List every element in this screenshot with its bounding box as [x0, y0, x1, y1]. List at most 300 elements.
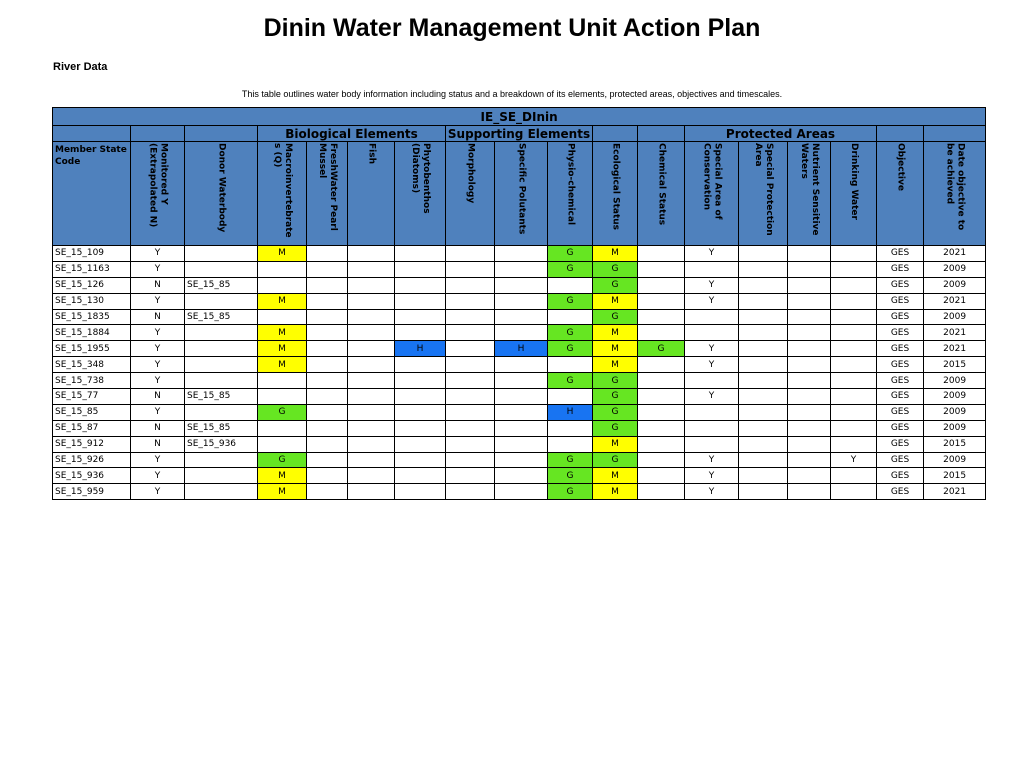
- cell-morphology: [446, 341, 495, 357]
- cell-ecological-status: M: [593, 341, 638, 357]
- cell-drinking-water: [831, 325, 877, 341]
- cell-pearl-mussel: [307, 452, 348, 468]
- cell-chemical-status: G: [638, 341, 685, 357]
- cell-pearl-mussel: [307, 277, 348, 293]
- cell-drinking-water: [831, 309, 877, 325]
- cell-specific-pollutants: [495, 404, 548, 420]
- cell-specific-pollutants: [495, 452, 548, 468]
- cell-monitored: N: [131, 277, 185, 293]
- cell-monitored: Y: [131, 404, 185, 420]
- cell-objective: GES: [877, 277, 924, 293]
- cell-chemical-status: [638, 373, 685, 389]
- cell-nutrient-sensitive-waters: [788, 420, 831, 436]
- cell-phytobenthos: [395, 484, 446, 500]
- cell-date-objective: 2009: [924, 452, 986, 468]
- cell-special-area-conservation: [685, 436, 739, 452]
- col-header-specific-pollutants: [495, 142, 548, 246]
- cell-fish: [348, 277, 395, 293]
- cell-physio-chemical: [548, 357, 593, 373]
- cell-monitored: Y: [131, 484, 185, 500]
- cell-chemical-status: [638, 404, 685, 420]
- cell-objective: GES: [877, 293, 924, 309]
- cell-phytobenthos: [395, 404, 446, 420]
- cell-objective: GES: [877, 436, 924, 452]
- cell-pearl-mussel: [307, 261, 348, 277]
- cell-macroinvertebrates: M: [258, 468, 307, 484]
- cell-fish: [348, 468, 395, 484]
- col-header-label: Fish: [366, 143, 377, 164]
- cell-member-state-code: SE_15_85: [53, 404, 131, 420]
- cell-objective: GES: [877, 452, 924, 468]
- cell-nutrient-sensitive-waters: [788, 404, 831, 420]
- cell-special-area-conservation: Y: [685, 246, 739, 262]
- cell-special-area-conservation: Y: [685, 277, 739, 293]
- cell-special-protection-area: [739, 452, 788, 468]
- cell-nutrient-sensitive-waters: [788, 436, 831, 452]
- cell-macroinvertebrates: [258, 373, 307, 389]
- cell-drinking-water: [831, 484, 877, 500]
- cell-special-area-conservation: [685, 373, 739, 389]
- col-header-label: Objective: [895, 143, 906, 191]
- cell-drinking-water: [831, 468, 877, 484]
- col-header-label: Drinking Water: [849, 143, 859, 220]
- cell-objective: GES: [877, 261, 924, 277]
- cell-macroinvertebrates: [258, 309, 307, 325]
- cell-physio-chemical: G: [548, 484, 593, 500]
- cell-physio-chemical: [548, 309, 593, 325]
- cell-ecological-status: G: [593, 277, 638, 293]
- cell-morphology: [446, 436, 495, 452]
- table-row: [53, 293, 986, 309]
- cell-fish: [348, 293, 395, 309]
- cell-drinking-water: [831, 373, 877, 389]
- cell-member-state-code: SE_15_1884: [53, 325, 131, 341]
- cell-morphology: [446, 468, 495, 484]
- cell-phytobenthos: [395, 436, 446, 452]
- cell-specific-pollutants: [495, 277, 548, 293]
- cell-member-state-code: SE_15_936: [53, 468, 131, 484]
- cell-macroinvertebrates: [258, 436, 307, 452]
- cell-date-objective: 2021: [924, 293, 986, 309]
- cell-macroinvertebrates: M: [258, 293, 307, 309]
- table-row: [53, 277, 986, 293]
- cell-physio-chemical: [548, 420, 593, 436]
- cell-objective: GES: [877, 420, 924, 436]
- cell-monitored: Y: [131, 261, 185, 277]
- cell-pearl-mussel: [307, 246, 348, 262]
- cell-drinking-water: [831, 436, 877, 452]
- cell-fish: [348, 341, 395, 357]
- cell-drinking-water: [831, 293, 877, 309]
- cell-drinking-water: [831, 277, 877, 293]
- cell-special-area-conservation: [685, 404, 739, 420]
- table-row: [53, 404, 986, 420]
- cell-donor-waterbody: [185, 293, 258, 309]
- cell-specific-pollutants: [495, 468, 548, 484]
- table-row: [53, 436, 986, 452]
- protected-areas-header: Protected Areas: [685, 126, 877, 142]
- blank-group-cell: [638, 126, 685, 142]
- cell-special-area-conservation: Y: [685, 484, 739, 500]
- cell-member-state-code: SE_15_926: [53, 452, 131, 468]
- cell-specific-pollutants: [495, 389, 548, 405]
- cell-special-protection-area: [739, 420, 788, 436]
- cell-chemical-status: [638, 484, 685, 500]
- cell-objective: GES: [877, 309, 924, 325]
- col-header-label: Macroinvertebrate s (Q): [272, 143, 293, 238]
- cell-donor-waterbody: [185, 341, 258, 357]
- col-header-label: Special Protection Area: [753, 143, 774, 236]
- cell-objective: GES: [877, 468, 924, 484]
- cell-special-protection-area: [739, 309, 788, 325]
- cell-special-protection-area: [739, 341, 788, 357]
- cell-special-protection-area: [739, 357, 788, 373]
- cell-objective: GES: [877, 325, 924, 341]
- cell-nutrient-sensitive-waters: [788, 261, 831, 277]
- table-body: [53, 246, 986, 500]
- blank-group-cell: [593, 126, 638, 142]
- cell-special-protection-area: [739, 404, 788, 420]
- cell-date-objective: 2009: [924, 277, 986, 293]
- cell-donor-waterbody: SE_15_936: [185, 436, 258, 452]
- cell-macroinvertebrates: M: [258, 341, 307, 357]
- cell-drinking-water: [831, 261, 877, 277]
- cell-special-area-conservation: [685, 309, 739, 325]
- cell-physio-chemical: [548, 277, 593, 293]
- cell-morphology: [446, 404, 495, 420]
- cell-ecological-status: M: [593, 357, 638, 373]
- cell-date-objective: 2009: [924, 404, 986, 420]
- table-row: [53, 452, 986, 468]
- col-header-label: Phytobenthos (Diatoms): [410, 143, 431, 214]
- col-header-member-state-code: Member State Code: [53, 142, 131, 246]
- cell-macroinvertebrates: [258, 277, 307, 293]
- table-row: [53, 484, 986, 500]
- cell-macroinvertebrates: G: [258, 404, 307, 420]
- cell-specific-pollutants: [495, 373, 548, 389]
- cell-phytobenthos: [395, 325, 446, 341]
- cell-specific-pollutants: [495, 309, 548, 325]
- cell-specific-pollutants: [495, 436, 548, 452]
- cell-special-area-conservation: Y: [685, 389, 739, 405]
- cell-physio-chemical: G: [548, 373, 593, 389]
- cell-phytobenthos: [395, 293, 446, 309]
- col-header-donor-waterbody: [185, 142, 258, 246]
- cell-ecological-status: G: [593, 420, 638, 436]
- cell-date-objective: 2021: [924, 325, 986, 341]
- col-header-label: Morphology: [465, 143, 476, 204]
- cell-monitored: Y: [131, 452, 185, 468]
- col-header-physio-chemical: [548, 142, 593, 246]
- cell-monitored: Y: [131, 293, 185, 309]
- cell-specific-pollutants: H: [495, 341, 548, 357]
- col-header-label: Specific Polutants: [516, 143, 527, 235]
- cell-physio-chemical: G: [548, 325, 593, 341]
- cell-physio-chemical: [548, 389, 593, 405]
- cell-morphology: [446, 277, 495, 293]
- cell-special-area-conservation: Y: [685, 357, 739, 373]
- cell-macroinvertebrates: [258, 420, 307, 436]
- cell-morphology: [446, 389, 495, 405]
- cell-special-protection-area: [739, 325, 788, 341]
- cell-macroinvertebrates: M: [258, 325, 307, 341]
- cell-specific-pollutants: [495, 484, 548, 500]
- cell-special-protection-area: [739, 389, 788, 405]
- cell-specific-pollutants: [495, 246, 548, 262]
- col-header-special-protection-area: [739, 142, 788, 246]
- cell-special-area-conservation: [685, 261, 739, 277]
- cell-fish: [348, 420, 395, 436]
- cell-morphology: [446, 452, 495, 468]
- cell-date-objective: 2009: [924, 261, 986, 277]
- cell-member-state-code: SE_15_77: [53, 389, 131, 405]
- cell-date-objective: 2021: [924, 484, 986, 500]
- cell-phytobenthos: [395, 277, 446, 293]
- cell-special-protection-area: [739, 484, 788, 500]
- cell-special-area-conservation: [685, 420, 739, 436]
- cell-drinking-water: [831, 357, 877, 373]
- cell-fish: [348, 389, 395, 405]
- cell-fish: [348, 261, 395, 277]
- cell-specific-pollutants: [495, 420, 548, 436]
- cell-donor-waterbody: [185, 246, 258, 262]
- cell-member-state-code: SE_15_87: [53, 420, 131, 436]
- cell-monitored: N: [131, 389, 185, 405]
- cell-special-protection-area: [739, 436, 788, 452]
- col-header-fish: [348, 142, 395, 246]
- cell-ecological-status: G: [593, 404, 638, 420]
- table-row: [53, 357, 986, 373]
- cell-macroinvertebrates: G: [258, 452, 307, 468]
- col-header-label: FreshWater Pearl Mussel: [317, 143, 338, 231]
- cell-phytobenthos: [395, 246, 446, 262]
- cell-physio-chemical: G: [548, 341, 593, 357]
- col-header-label: Ecological Status: [610, 143, 621, 231]
- cell-specific-pollutants: [495, 325, 548, 341]
- col-header-label: Special Area of Conservation: [701, 143, 723, 220]
- cell-macroinvertebrates: [258, 261, 307, 277]
- cell-phytobenthos: H: [395, 341, 446, 357]
- cell-ecological-status: M: [593, 484, 638, 500]
- cell-morphology: [446, 357, 495, 373]
- table-row: [53, 246, 986, 262]
- table-row: [53, 468, 986, 484]
- cell-donor-waterbody: [185, 357, 258, 373]
- cell-drinking-water: [831, 404, 877, 420]
- cell-chemical-status: [638, 277, 685, 293]
- cell-specific-pollutants: [495, 293, 548, 309]
- col-header-nutrient-sensitive-waters: [788, 142, 831, 246]
- cell-ecological-status: M: [593, 436, 638, 452]
- col-header-label: Donor Waterbody: [216, 143, 227, 233]
- cell-chemical-status: [638, 452, 685, 468]
- cell-morphology: [446, 484, 495, 500]
- cell-special-area-conservation: [685, 325, 739, 341]
- cell-phytobenthos: [395, 468, 446, 484]
- waterbody-group-header: IE_SE_DInin: [53, 108, 986, 126]
- cell-drinking-water: [831, 246, 877, 262]
- cell-ecological-status: G: [593, 373, 638, 389]
- cell-member-state-code: SE_15_109: [53, 246, 131, 262]
- col-header-phytobenthos: [395, 142, 446, 246]
- cell-member-state-code: SE_15_348: [53, 357, 131, 373]
- table-row: [53, 261, 986, 277]
- cell-specific-pollutants: [495, 357, 548, 373]
- cell-objective: GES: [877, 246, 924, 262]
- col-header-label: Physio-chemical: [565, 143, 576, 226]
- cell-member-state-code: SE_15_738: [53, 373, 131, 389]
- cell-morphology: [446, 293, 495, 309]
- cell-phytobenthos: [395, 309, 446, 325]
- col-header-label: Chemical Status: [656, 143, 667, 226]
- cell-phytobenthos: [395, 389, 446, 405]
- col-header-macroinvertebrates: [258, 142, 307, 246]
- table-row: [53, 389, 986, 405]
- cell-ecological-status: M: [593, 468, 638, 484]
- cell-nutrient-sensitive-waters: [788, 246, 831, 262]
- cell-fish: [348, 325, 395, 341]
- cell-morphology: [446, 261, 495, 277]
- cell-nutrient-sensitive-waters: [788, 277, 831, 293]
- cell-physio-chemical: G: [548, 261, 593, 277]
- cell-pearl-mussel: [307, 420, 348, 436]
- cell-nutrient-sensitive-waters: [788, 484, 831, 500]
- col-header-morphology: [446, 142, 495, 246]
- cell-objective: GES: [877, 341, 924, 357]
- table-row: [53, 341, 986, 357]
- cell-fish: [348, 309, 395, 325]
- cell-drinking-water: [831, 389, 877, 405]
- table-row: [53, 309, 986, 325]
- cell-chemical-status: [638, 246, 685, 262]
- cell-chemical-status: [638, 436, 685, 452]
- cell-date-objective: 2015: [924, 436, 986, 452]
- biological-elements-header: Biological Elements: [258, 126, 446, 142]
- cell-phytobenthos: [395, 452, 446, 468]
- table-description: This table outlines water body information including status and a breakdown of its elements, protected areas, objectives and timescales.: [241, 89, 783, 99]
- cell-chemical-status: [638, 389, 685, 405]
- cell-fish: [348, 404, 395, 420]
- cell-monitored: Y: [131, 373, 185, 389]
- cell-monitored: Y: [131, 341, 185, 357]
- cell-fish: [348, 246, 395, 262]
- cell-monitored: Y: [131, 357, 185, 373]
- cell-nutrient-sensitive-waters: [788, 357, 831, 373]
- blank-group-cell: [53, 126, 131, 142]
- cell-pearl-mussel: [307, 357, 348, 373]
- cell-objective: GES: [877, 373, 924, 389]
- cell-date-objective: 2021: [924, 246, 986, 262]
- col-header-chemical-status: [638, 142, 685, 246]
- cell-donor-waterbody: [185, 452, 258, 468]
- cell-morphology: [446, 309, 495, 325]
- cell-donor-waterbody: SE_15_85: [185, 389, 258, 405]
- cell-nutrient-sensitive-waters: [788, 389, 831, 405]
- cell-macroinvertebrates: M: [258, 484, 307, 500]
- cell-date-objective: 2015: [924, 468, 986, 484]
- table-row: [53, 420, 986, 436]
- cell-pearl-mussel: [307, 389, 348, 405]
- cell-pearl-mussel: [307, 468, 348, 484]
- supporting-elements-header: Supporting Elements: [446, 126, 593, 142]
- col-header-monitored: [131, 142, 185, 246]
- cell-donor-waterbody: [185, 484, 258, 500]
- page-title: Dinin Water Management Unit Action Plan: [263, 14, 761, 42]
- cell-fish: [348, 484, 395, 500]
- cell-pearl-mussel: [307, 373, 348, 389]
- col-header-label: Nutrient Sensitive Waters: [799, 143, 820, 236]
- cell-macroinvertebrates: [258, 389, 307, 405]
- cell-special-protection-area: [739, 293, 788, 309]
- cell-specific-pollutants: [495, 261, 548, 277]
- cell-physio-chemical: G: [548, 452, 593, 468]
- cell-phytobenthos: [395, 261, 446, 277]
- table-row: [53, 373, 986, 389]
- col-header-label: Monitored Y (Extrapolated N): [147, 143, 169, 228]
- cell-special-area-conservation: Y: [685, 341, 739, 357]
- cell-donor-waterbody: [185, 261, 258, 277]
- cell-monitored: Y: [131, 468, 185, 484]
- cell-drinking-water: [831, 341, 877, 357]
- cell-chemical-status: [638, 357, 685, 373]
- cell-macroinvertebrates: M: [258, 357, 307, 373]
- cell-member-state-code: SE_15_1955: [53, 341, 131, 357]
- cell-monitored: Y: [131, 246, 185, 262]
- cell-morphology: [446, 246, 495, 262]
- cell-fish: [348, 373, 395, 389]
- cell-chemical-status: [638, 420, 685, 436]
- cell-donor-waterbody: [185, 325, 258, 341]
- cell-drinking-water: [831, 420, 877, 436]
- cell-phytobenthos: [395, 373, 446, 389]
- cell-date-objective: 2009: [924, 389, 986, 405]
- cell-chemical-status: [638, 309, 685, 325]
- cell-donor-waterbody: [185, 404, 258, 420]
- cell-physio-chemical: G: [548, 293, 593, 309]
- cell-chemical-status: [638, 325, 685, 341]
- cell-monitored: N: [131, 420, 185, 436]
- cell-date-objective: 2009: [924, 309, 986, 325]
- blank-group-cell: [877, 126, 924, 142]
- cell-monitored: N: [131, 436, 185, 452]
- cell-special-protection-area: [739, 277, 788, 293]
- river-data-table: [52, 107, 986, 500]
- cell-date-objective: 2021: [924, 341, 986, 357]
- cell-nutrient-sensitive-waters: [788, 468, 831, 484]
- cell-pearl-mussel: [307, 404, 348, 420]
- cell-fish: [348, 452, 395, 468]
- col-header-date-objective: [924, 142, 986, 246]
- cell-fish: [348, 436, 395, 452]
- blank-group-cell: [924, 126, 986, 142]
- table-row: [53, 325, 986, 341]
- cell-monitored: Y: [131, 325, 185, 341]
- col-header-special-area-conservation: [685, 142, 739, 246]
- cell-pearl-mussel: [307, 341, 348, 357]
- cell-macroinvertebrates: M: [258, 246, 307, 262]
- cell-pearl-mussel: [307, 293, 348, 309]
- cell-pearl-mussel: [307, 325, 348, 341]
- cell-member-state-code: SE_15_126: [53, 277, 131, 293]
- cell-ecological-status: M: [593, 325, 638, 341]
- cell-date-objective: 2009: [924, 373, 986, 389]
- cell-member-state-code: SE_15_912: [53, 436, 131, 452]
- cell-pearl-mussel: [307, 484, 348, 500]
- cell-nutrient-sensitive-waters: [788, 309, 831, 325]
- cell-objective: GES: [877, 404, 924, 420]
- cell-special-area-conservation: Y: [685, 468, 739, 484]
- cell-special-area-conservation: Y: [685, 293, 739, 309]
